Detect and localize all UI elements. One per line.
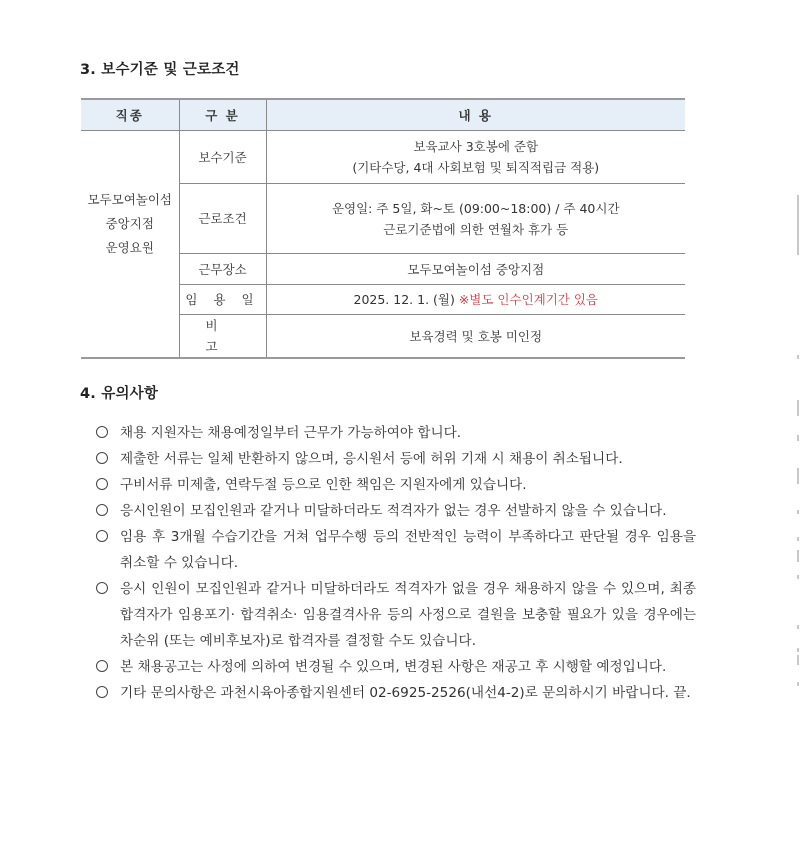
table-header-row <box>81 99 685 131</box>
handover-note: ※별도 인수인계기간 있음 <box>458 292 598 307</box>
edge-mark <box>797 400 799 416</box>
circle-bullet-icon <box>96 582 108 594</box>
note-text: 구비서류 미제출, 연락두절 등으로 인한 책임은 지원자에게 있습니다. <box>120 477 527 493</box>
circle-bullet-icon <box>96 478 108 490</box>
circle-bullet-icon <box>96 686 108 698</box>
edge-mark <box>797 550 799 562</box>
job-category-line: 모두모여놀이섬 <box>87 192 173 207</box>
section-3-title: 3. 보수기준 및 근로조건 <box>80 62 240 78</box>
row-label: 근로조건 <box>179 184 266 254</box>
list-item <box>96 498 696 524</box>
note-text: 응시인원이 모집인원과 같거나 미달하더라도 적격자가 없는 경우 선발하지 않을 수 있습니다. <box>120 503 667 519</box>
row-label: 근무장소 <box>179 254 266 285</box>
edge-mark <box>797 655 799 665</box>
adjacent-page-edge <box>794 0 800 847</box>
list-item <box>96 420 696 446</box>
table-row-salary <box>81 131 685 184</box>
content-line: (기타수당, 4대 사회보험 및 퇴직적립금 적용) <box>352 160 600 175</box>
note-text: 채용 지원자는 채용예정일부터 근무가 가능하여야 합니다. <box>120 425 462 441</box>
edge-mark <box>797 355 799 359</box>
row-content: 모두모여놀이섬 중앙지점 <box>266 254 685 285</box>
note-text: 본 채용공고는 사정에 의하여 변경될 수 있으며, 변경된 사항은 재공고 후 시행할 예정입니다. <box>120 659 667 675</box>
circle-bullet-icon <box>96 530 108 542</box>
content-line: 근로기준법에 의한 연월차 휴가 등 <box>383 221 569 237</box>
row-label-text: 비 고 <box>205 318 240 354</box>
row-content <box>266 131 685 184</box>
header-category: 구 분 <box>179 99 266 131</box>
edge-mark <box>797 195 799 255</box>
section-4-title: 4. 유의사항 <box>80 386 159 402</box>
job-category-line: 운영요원 <box>105 240 154 255</box>
edge-mark <box>797 682 799 686</box>
list-item <box>96 654 696 680</box>
start-date-text: 2025. 12. 1. (월) <box>353 292 455 307</box>
notes-list <box>96 420 696 706</box>
list-item <box>96 524 696 576</box>
content-line: 운영일: 주 5일, 화~토 (09:00~18:00) / 주 40시간 <box>331 200 620 216</box>
row-content <box>266 285 685 315</box>
edge-mark <box>797 648 799 652</box>
content-line: 보육교사 3호봉에 준함 <box>413 139 539 154</box>
row-label: 보수기준 <box>179 131 266 184</box>
edge-mark <box>797 468 799 484</box>
note-text: 임용 후 3개월 수습기간을 거쳐 업무수행 등의 전반적인 능력이 부족하다고 판단될 경우 임용을 취소할 수 있습니다. <box>120 529 696 571</box>
list-item <box>96 576 696 654</box>
circle-bullet-icon <box>96 660 108 672</box>
row-content <box>266 184 685 254</box>
row-label <box>179 315 266 359</box>
row-content: 보육경력 및 호봉 미인정 <box>266 315 685 359</box>
circle-bullet-icon <box>96 426 108 438</box>
edge-mark <box>797 435 799 441</box>
edge-mark <box>797 575 799 579</box>
header-job-type: 직종 <box>81 99 179 131</box>
note-text: 제출한 서류는 일체 반환하지 않으며, 응시원서 등에 허위 기재 시 채용이 취소됩니다. <box>120 451 623 467</box>
job-category-line: 중앙지점 <box>105 216 154 231</box>
salary-conditions-table <box>81 98 685 359</box>
circle-bullet-icon <box>96 452 108 464</box>
edge-mark <box>797 510 799 514</box>
list-item <box>96 472 696 498</box>
list-item <box>96 680 696 706</box>
edge-mark <box>797 625 799 629</box>
row-label-text: 임 용 일 <box>185 292 260 307</box>
header-content: 내 용 <box>266 99 685 131</box>
row-label <box>179 285 266 315</box>
circle-bullet-icon <box>96 504 108 516</box>
note-text: 응시 인원이 모집인원과 같거나 미달하더라도 적격자가 없을 경우 채용하지 않을 수 있으며, 최종합격자가 임용포기· 합격취소· 임용결격사유 등의 사정으로 결원을 보충할 필요가 있을 경우에는 차순위 (또는 예비후보자)로 합격자를 결정할 수도 있습니다. <box>120 581 696 649</box>
edge-mark <box>797 537 799 541</box>
job-category-cell <box>81 131 179 359</box>
list-item <box>96 446 696 472</box>
note-text: 기타 문의사항은 과천시육아종합지원센터 02-6925-2526(내선4-2)로 문의하시기 바랍니다. 끝. <box>120 685 691 701</box>
